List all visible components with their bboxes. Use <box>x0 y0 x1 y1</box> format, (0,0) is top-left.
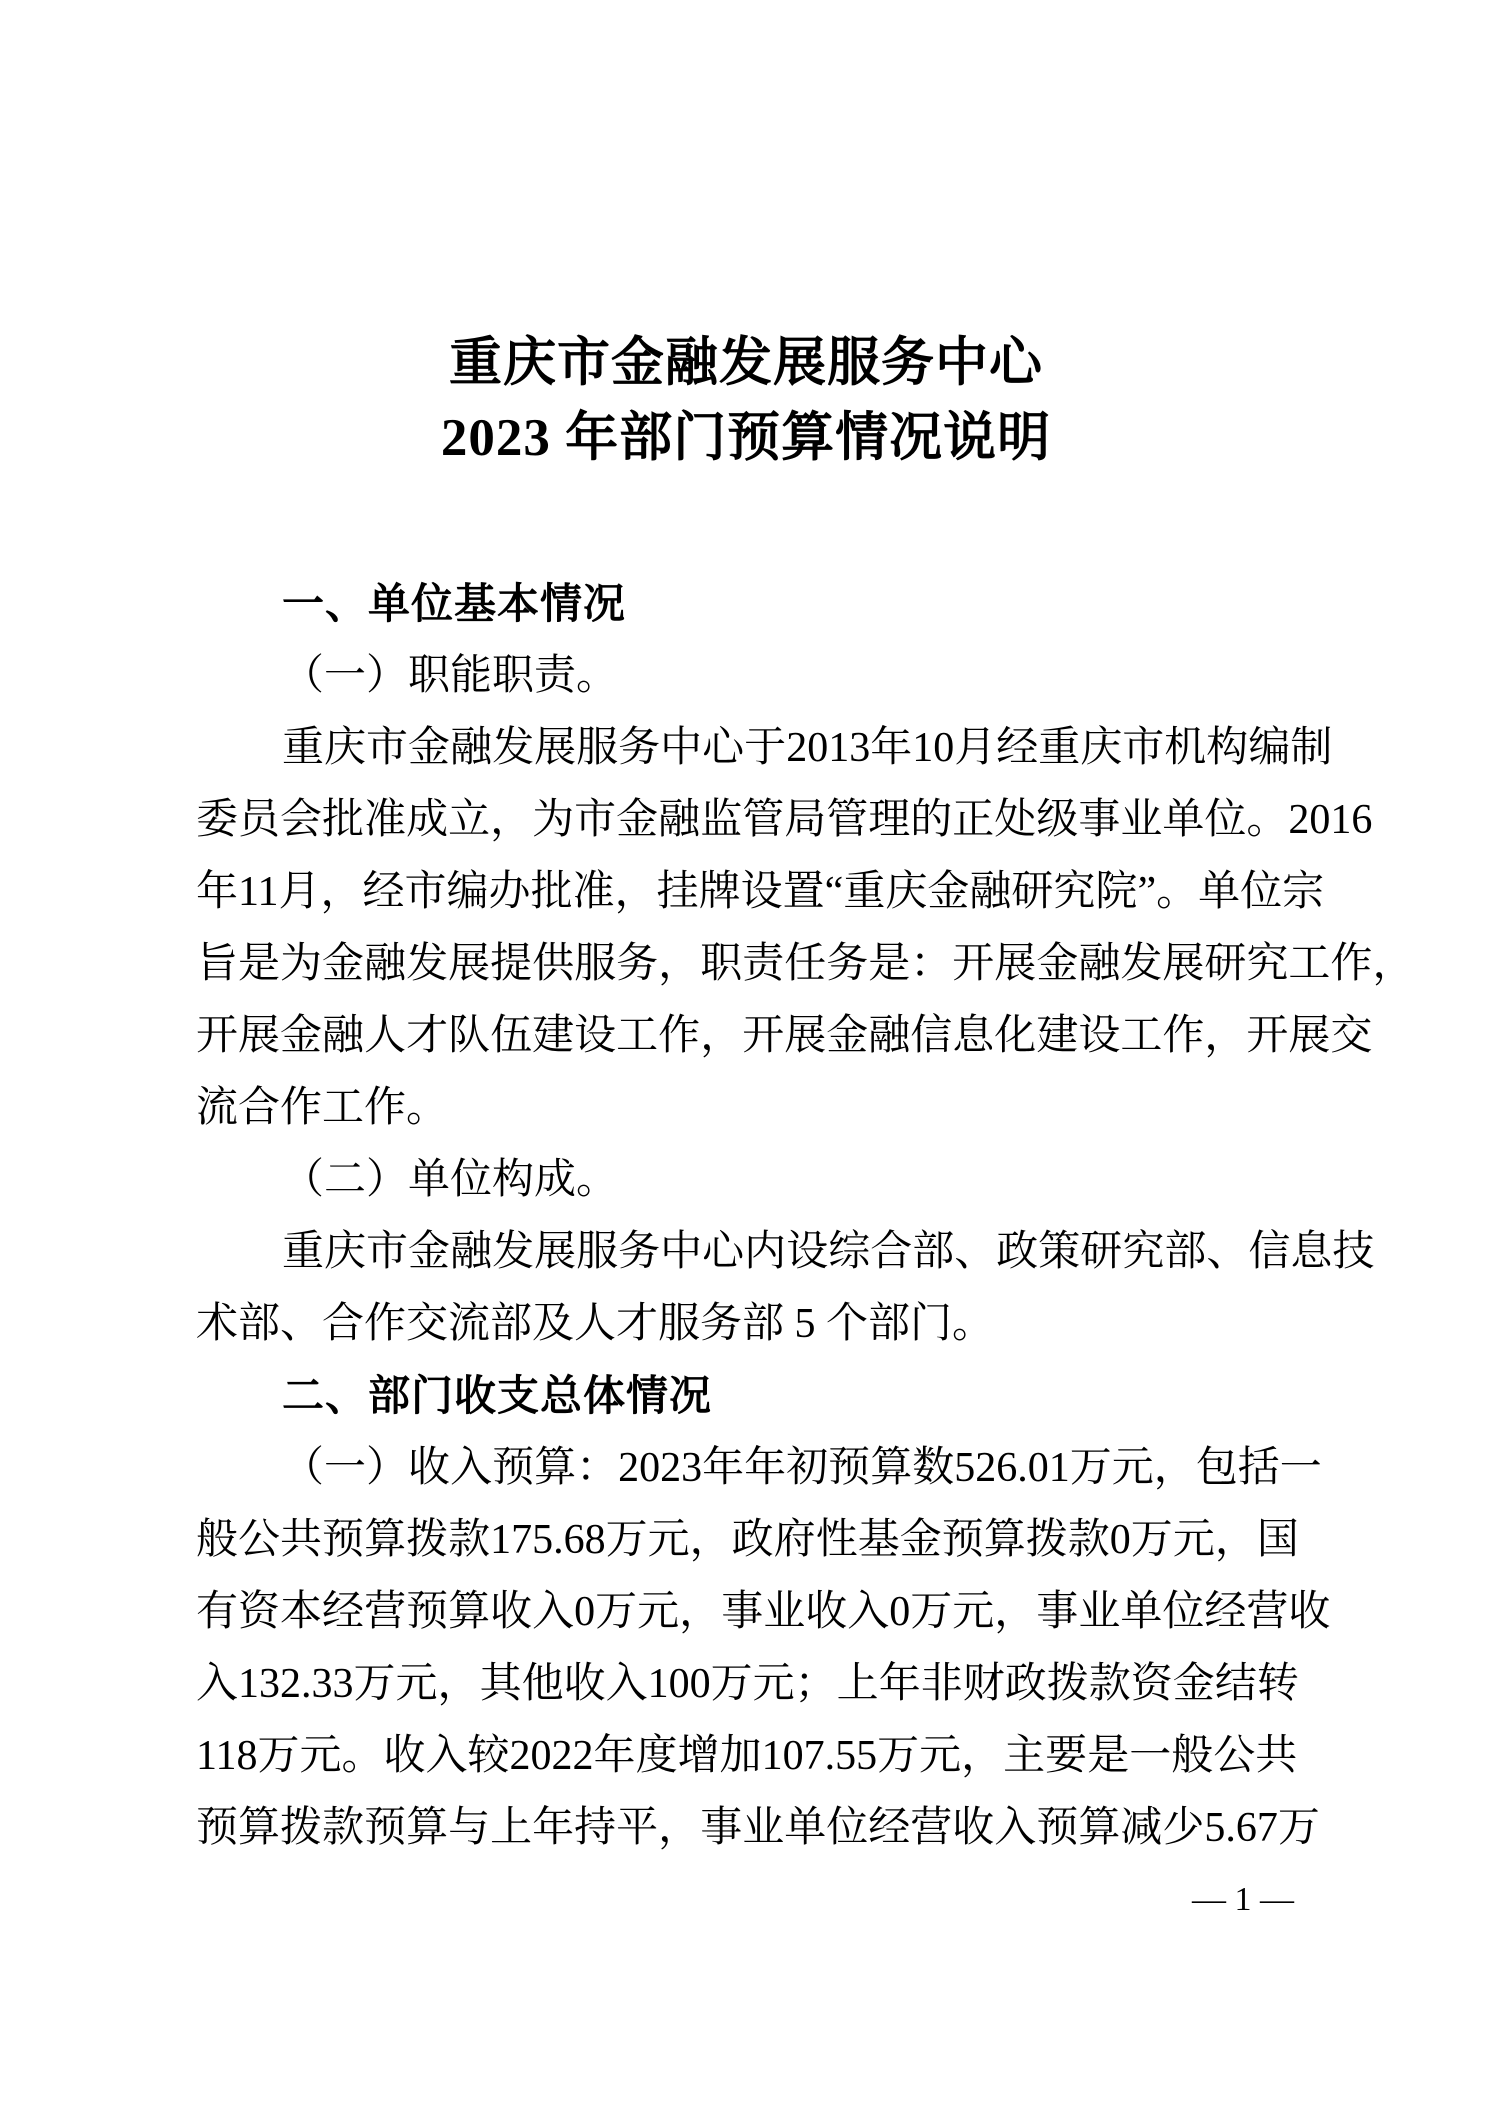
paragraph-line: 旨 是 为 金 融 发 展 提 供 服 务 ， 职 责 任 务 是 ： 开 展 金 融 发 展 研 究 工 作 ， <box>196 941 1415 987</box>
page-number: — 1 — <box>1192 1881 1294 1918</box>
title-line-1: 重庆市金融发展服务中心 <box>449 334 1043 392</box>
paragraph-line: （ 一 ） 收 入 预 算 ： 2023 年 年 初 预 算 数 526.01 万 元 ， 包 括 一 <box>282 1445 1322 1491</box>
paragraph-line: 118 万 元 。 收 入 较 2022 年 度 增 加 107.55 万 元 ， 主 要 是 一 般 公 共 <box>196 1733 1298 1779</box>
paragraph-line: 有 资 本 经 营 预 算 收 入 0 万 元 ， 事 业 收 入 0 万 元 ， 事 业 单 位 经 营 收 <box>196 1589 1331 1635</box>
title-line-2: 2023 年部门预算情况说明 <box>440 409 1052 467</box>
paragraph-line: 重 庆 市 金 融 发 展 服 务 中 心 内 设 综 合 部 、 政 策 研 究 部 、 信 息 技 <box>282 1229 1375 1275</box>
document-title <box>196 0 1296 476</box>
section-heading: 二、部门收支总体情况 <box>282 1372 713 1419</box>
paragraph-line: 开 展 金 融 人 才 队 伍 建 设 工 作 ， 开 展 金 融 信 息 化 建 设 工 作 ， 开 展 交 <box>196 1013 1373 1059</box>
paragraph-line: 委 员 会 批 准 成 立 ， 为 市 金 融 监 管 局 管 理 的 正 处 级 事 业 单 位 。 2016 <box>196 797 1373 843</box>
paragraph-line: 预 算 拨 款 预 算 与 上 年 持 平 ， 事 业 单 位 经 营 收 入 预 算 减 少 5.67 万 <box>196 1805 1320 1851</box>
paragraph-line: 术部、合作交流部及人才服务部 5 个部门。 <box>196 1301 995 1347</box>
document-body <box>196 568 1415 1864</box>
paragraph-line: 流合作工作。 <box>196 1085 449 1131</box>
paragraph-line: 重 庆 市 金 融 发 展 服 务 中 心 于 2013 年 10 月 经 重 庆 市 机 构 编 制 <box>282 725 1333 771</box>
section-heading: 一、单位基本情况 <box>282 580 627 627</box>
subsection-heading: （一）职能职责。 <box>282 653 619 699</box>
paragraph-line: 般 公 共 预 算 拨 款 175.68 万 元 ， 政 府 性 基 金 预 算 拨 款 0 万 元 ， 国 <box>196 1517 1299 1563</box>
page-content <box>196 0 1415 1920</box>
subsection-heading: （二）单位构成。 <box>282 1157 619 1203</box>
paragraph-line: 入 132.33 万 元 ， 其 他 收 入 100 万 元 ； 上 年 非 财 政 拨 款 资 金 结 转 <box>196 1661 1299 1707</box>
paragraph-line: 年 11 月 ， 经 市 编 办 批 准 ， 挂 牌 设 置 “ 重 庆 金 融 研 究 院 ” 。 单 位 宗 <box>196 869 1325 915</box>
